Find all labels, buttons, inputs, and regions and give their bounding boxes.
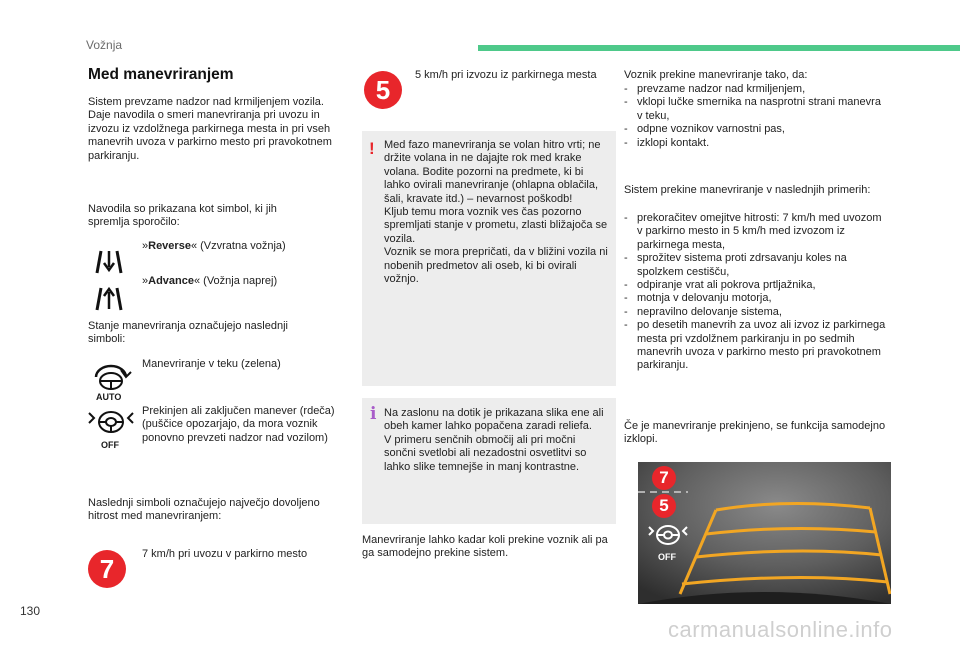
- intro-paragraph: Sistem prevzame nadzor nad krmiljenjem vozila. Daje navodila o smeri manevriranja pri uvozu in izvozu iz vzdolžnega parkirnega mesta in pri vseh manevrih uvoza v parkirno mesto pri pravokotnem parkiranju.: [88, 96, 332, 162]
- list-item: - motnja v delovanju motorja,: [624, 292, 772, 305]
- header-accent-bar: [478, 45, 960, 51]
- list-item: - prekoračitev omejitve hitrosti: 7 km/h med uvozom v parkirno mesto in 5 km/h med izvozom iz parkirnega mesta,: [624, 212, 882, 251]
- list-item: - nepravilno delovanje sistema,: [624, 305, 782, 318]
- info-text: Na zaslonu na dotik je prikazana slika ene ali obeh kamer lahko popačena zaradi reliefa. V primeru senčnih območij ali pri močni sončni svetlobi ali nezadostni osvetlitvi so lahko slike temnejše in manj kontrastne.: [384, 407, 604, 473]
- driver-list: [624, 83, 886, 150]
- interrupt-note: Manevriranje lahko kadar koli prekine voznik ali pa ga samodejno prekine sistem.: [362, 534, 608, 560]
- system-intro: Sistem prekine manevriranje v naslednjih primerih:: [624, 184, 871, 196]
- speed-5-badge: 5: [652, 494, 676, 518]
- list-item: - odpne voznikov varnostni pas,: [624, 123, 785, 136]
- closing-note: Če je manevriranje prekinjeno, se funkcija samodejno izklopi.: [624, 420, 886, 446]
- page-number: 130: [20, 604, 41, 618]
- speed-7-badge: 7: [652, 466, 676, 490]
- speed-7-badge: 7: [88, 550, 126, 588]
- camera-view-illustration: [638, 462, 891, 604]
- off-label: OFF: [658, 552, 676, 562]
- info-box: [362, 398, 616, 524]
- warning-box: [362, 131, 616, 386]
- advance-icon: [90, 283, 128, 313]
- speed-7-text: 7 km/h pri uvozu v parkirno mesto: [142, 548, 308, 560]
- warning-icon: !: [369, 139, 375, 158]
- list-item: - po desetih manevrih za uvoz ali izvoz iz parkirnega mesta pri vzdolžnem parkiranju in po sedmih manevrih uvoza v parkirno mesto pri pravokotnem parkiranju.: [624, 319, 886, 372]
- speed-intro: Naslednji simboli označujejo največjo dovoljeno hitrost med manevriranjem:: [88, 497, 320, 523]
- reverse-label: »Reverse« (Vzvratna vožnja): [142, 240, 286, 252]
- speed-5-text: 5 km/h pri izvozu iz parkirnega mesta: [415, 69, 597, 81]
- driver-intro: Voznik prekine manevriranje tako, da:: [624, 69, 808, 81]
- speed-5-badge: 5: [364, 71, 402, 109]
- list-item: - prevzame nadzor nad krmiljenjem,: [624, 83, 806, 95]
- list-item: - sprožitev sistema proti zdrsavanju koles na spolzkem cestišču,: [624, 252, 847, 278]
- off-label: OFF: [101, 440, 119, 450]
- section-title: Vožnja: [86, 38, 123, 52]
- reverse-icon: [90, 246, 128, 276]
- auto-description: Manevriranje v teku (zelena): [142, 358, 281, 370]
- list-item: - vklopi lučke smernika na nasprotni strani manevra v teku,: [624, 96, 881, 122]
- page-title: Med manevriranjem: [88, 66, 234, 83]
- off-description: Prekinjen ali zaključen manever (rdeča) (puščice opozarjajo, da mora voznik ponovno prevzeti nadzor nad vozilom): [142, 405, 335, 444]
- auto-label: AUTO: [96, 392, 122, 402]
- advance-label: »Advance« (Vožnja naprej): [142, 275, 278, 287]
- list-item: - izklopi kontakt.: [624, 136, 710, 149]
- info-icon: i: [370, 404, 377, 424]
- list-item: - odpiranje vrat ali pokrova prtljažnika,: [624, 279, 816, 292]
- watermark: carmanualsonline.info: [668, 617, 893, 642]
- steering-off-icon: [646, 520, 690, 550]
- system-list: [624, 212, 888, 373]
- steering-off-icon: [86, 407, 136, 439]
- symbols-intro: Navodila so prikazana kot simbol, ki jih spremlja sporočilo:: [88, 203, 277, 229]
- state-intro: Stanje manevriranja označujejo naslednji simboli:: [88, 320, 288, 346]
- warning-text: Med fazo manevriranja se volan hitro vrti; ne držite volana in ne dajajte rok med krake volana. Bodite pozorni na predmete, ki bi lahko ovirali manevriranje (ohlapna oblačila, šali, kravate itd.) – nevarnost poškodb! Kljub temu mora voznik ves čas pozorno spremljati stanje v prometu, zlasti bližajoča se vozila. Voznik se mora prepričati, da v bližini vozila ni nobenih predmetov ali oseb, ki bi ovirali vožnjo.: [384, 139, 608, 286]
